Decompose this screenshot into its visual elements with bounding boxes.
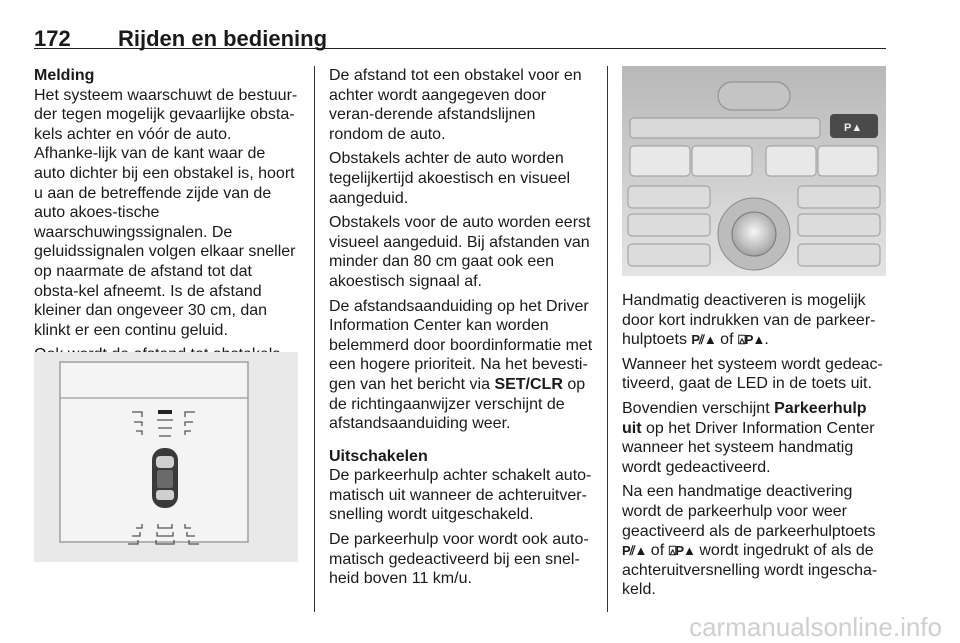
text: op de richtingaanwijzer verschijnt de afstandsaanduiding weer. xyxy=(329,375,586,433)
paragraph xyxy=(622,482,886,600)
page-number: 172 xyxy=(34,26,71,51)
parking-assist-alt-icon: ⍓P▲ xyxy=(668,543,695,559)
text: . xyxy=(764,331,769,349)
text: of xyxy=(715,331,738,349)
center-console-photo xyxy=(622,66,886,276)
text: De afstandsaanduiding op het Driver Information Center kan worden belemmerd door boordinformatie met een hogere prioriteit. Na het bevesti-gen van het bericht via xyxy=(329,297,593,393)
parkeerhulp-uit-label: Parkeerhulp uit xyxy=(622,399,867,437)
text: Na een handmatige deactivering wordt de parkeerhulp voor weer geactiveerd als de parkeerhulptoets xyxy=(622,483,876,540)
paragraph xyxy=(622,399,886,477)
paragraph: Obstakels voor de auto worden eerst visueel aangeduid. Bij afstanden van minder dan 80 cm gaat ook een akoestisch signaal af. xyxy=(329,214,591,290)
text: op het Driver Information Center wanneer het systeem handmatig wordt gedeactiveerd. xyxy=(622,419,875,476)
car-icon xyxy=(152,448,178,508)
parking-assist-alt-icon: ⍓P▲ xyxy=(737,332,765,348)
paragraph xyxy=(622,291,886,350)
column-1 xyxy=(34,66,298,390)
parking-assist-icon: P⫽▲ xyxy=(691,332,716,348)
text: of xyxy=(646,542,669,560)
parking-assist-icon: P⫽▲ xyxy=(622,543,647,559)
paragraph: Het systeem waarschuwt de bestuur-der tegen mogelijk gevaarlijke obsta-kels achter en vóór de auto. Afhanke-lijk van de kant waar de auto dichter bij een obstakel is, hoort u aan de betreffende zijde van de auto akoes-tische waarschuwingssignalen. De geluidssignalen volgen elkaar sneller op naarmate de afstand tot dat obsta-kel afneemt. Is de afstand kleiner dan ongeveer 30 cm, dan klinkt er een continu geluid. xyxy=(34,86,298,339)
column-2 xyxy=(329,66,593,594)
column-divider xyxy=(314,66,315,612)
watermark-text: carmanualsonline.info xyxy=(689,612,942,642)
dic-distance-display-figure xyxy=(34,352,298,562)
page-header xyxy=(34,12,886,49)
console-illustration xyxy=(622,66,886,276)
svg-text:P▲: P▲ xyxy=(844,122,863,134)
paragraph: Wanneer het systeem wordt gedeac-tiveerd, gaat de LED in de toets uit. xyxy=(622,355,883,393)
section-heading-melding: Melding xyxy=(34,67,95,84)
paragraph xyxy=(329,297,593,434)
paragraph: De afstand tot een obstakel voor en achter wordt aangegeven door veran-derende afstandslijnen rondom de auto. xyxy=(329,67,582,143)
paragraph: De parkeerhulp voor wordt ook auto-matisch gedeactiveerd bij een snel-heid boven 11 km/u. xyxy=(329,531,589,588)
paragraph: De parkeerhulp achter schakelt auto-matisch uit wanneer de achteruitver-snelling wordt uitgeschakeld. xyxy=(329,467,592,524)
set-clr-label: SET/CLR xyxy=(494,375,563,393)
rotary-knob xyxy=(732,212,776,256)
text: Bovendien verschijnt xyxy=(622,399,775,417)
text: wordt ingedrukt of als de achteruitversnelling wordt ingescha-keld. xyxy=(622,542,878,599)
chapter-title: Rijden en bediening xyxy=(118,26,328,51)
section-heading-uitschakelen: Uitschakelen xyxy=(329,447,428,465)
text: Handmatig deactiveren is mogelijk door kort indrukken van de parkeer-hulptoets xyxy=(622,292,876,349)
column-divider xyxy=(607,66,608,612)
paragraph: Obstakels achter de auto worden tegelijkertijd akoestisch en visueel aangeduid. xyxy=(329,150,571,207)
watermark xyxy=(0,612,960,642)
column-3 xyxy=(622,291,886,605)
parking-distance-diagram xyxy=(34,352,298,562)
